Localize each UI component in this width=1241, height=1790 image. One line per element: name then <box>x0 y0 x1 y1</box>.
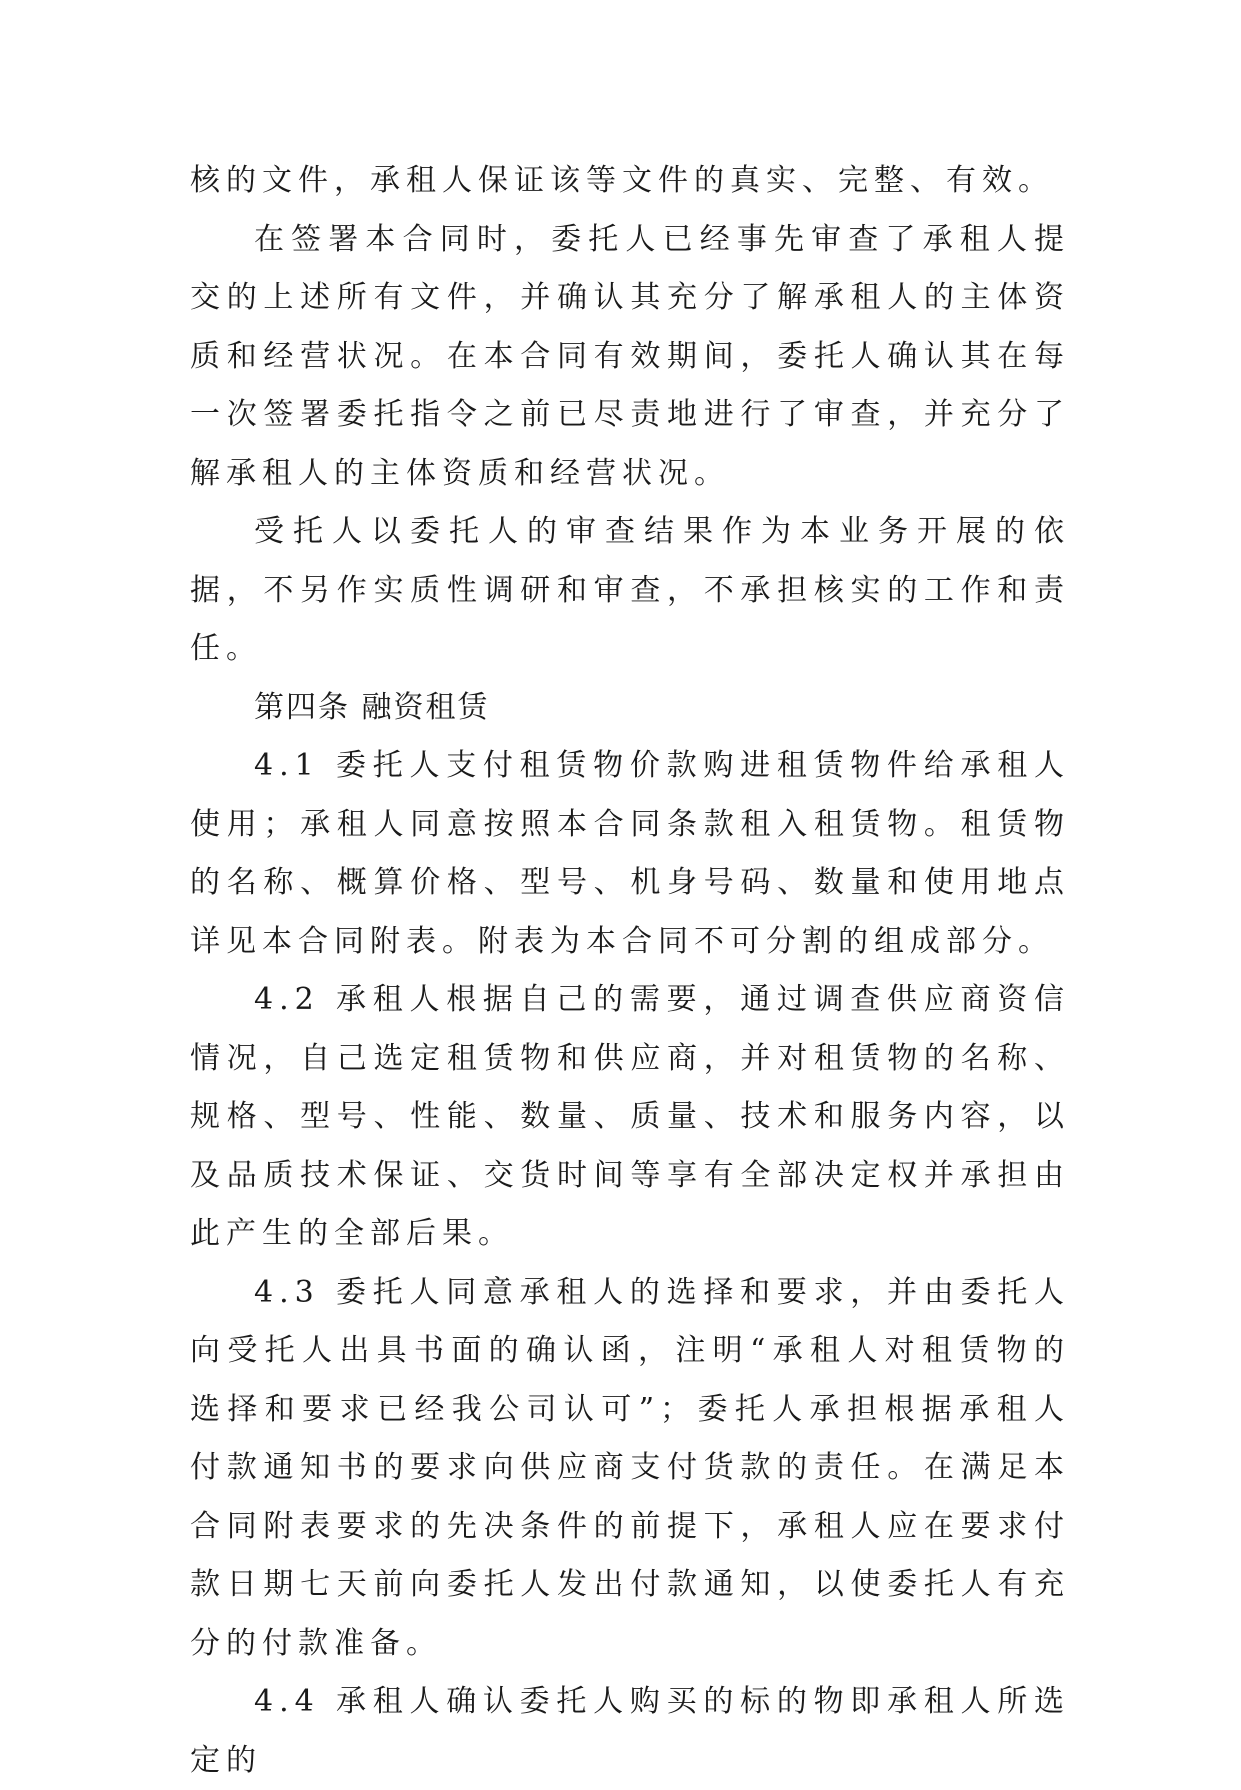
clause-4-4: 4.4 承租人确认委托人购买的标的物即承租人所选定的 <box>190 1684 1070 1778</box>
paragraph-continuation: 核的文件，承租人保证该等文件的真实、完整、有效。 <box>190 163 1054 198</box>
article-heading: 第四条 融资租赁 <box>254 689 490 725</box>
clause-4-1: 4.1 委托人支付租赁物价款购进租赁物件给承租人使用；承租人同意按照本合同条款租入租赁物。租赁物的名称、概算价格、型号、机身号码、数量和使用地点详见本合同附表。附表为本合同不可分割的组成部分。 <box>190 748 1070 959</box>
clause-4-3: 4.3 委托人同意承租人的选择和要求，并由委托人向受托人出具书面的确认函，注明“承租人对租赁物的选择和要求已经我公司认可”；委托人承担根据承租人付款通知书的要求向供应商支付货款的责任。在满足本合同附表要求的先决条件的前提下，承租人应在要求付款日期七天前向委托人发出付款通知，以使委托人有充分的付款准备。 <box>190 1274 1070 1661</box>
paragraph-review-statement: 在签署本合同时，委托人已经事先审查了承租人提交的上述所有文件，并确认其充分了解承租人的主体资质和经营状况。在本合同有效期间，委托人确认其在每一次签署委托指令之前已尽责地进行了审查，并充分了解承租人的主体资质和经营状况。 <box>190 221 1070 491</box>
paragraph-trustee-basis: 受托人以委托人的审查结果作为本业务开展的依据，不另作实质性调研和审查，不承担核实的工作和责任。 <box>190 514 1070 666</box>
clause-4-2: 4.2 承租人根据自己的需要，通过调查供应商资信情况，自己选定租赁物和供应商，并对租赁物的名称、规格、型号、性能、数量、质量、技术和服务内容，以及品质技术保证、交货时间等享有全部决定权并承担由此产生的全部后果。 <box>190 982 1070 1251</box>
document-body <box>190 152 1070 1790</box>
